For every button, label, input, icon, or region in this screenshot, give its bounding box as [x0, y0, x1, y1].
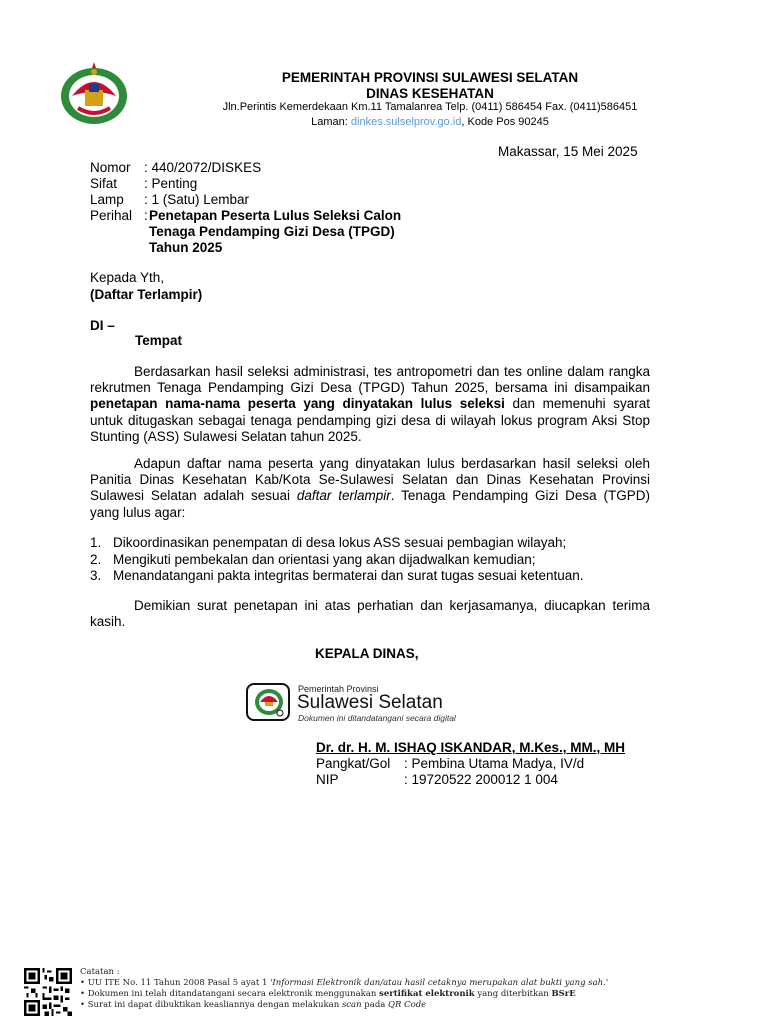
letterhead-government: PEMERINTAH PROVINSI SULAWESI SELATAN [281, 70, 579, 85]
list-text: Menandatangani pakta integritas bermaterai dan surat tugas sesuai ketentuan. [113, 568, 584, 583]
note-2-text-b: yang diterbitkan [474, 989, 552, 999]
note-1-italic: Informasi Elektronik dan/atau hasil cetaknya merupakan alat bukti yang sah. [272, 978, 606, 988]
list-item [90, 568, 650, 585]
sifat-value: : Penting [144, 176, 198, 191]
letterhead-address: Jln.Perintis Kemerdekaan Km.11 Tamalanrea Telp. (0411) 586454 Fax. (0411)586451 [222, 101, 638, 113]
closing-paragraph: Demikian surat penetapan ini atas perhatian dan kerjasamanya, diucapkan terima kasih. [90, 598, 650, 630]
pangkat-label: Pangkat/Gol [316, 756, 391, 771]
paragraph-1-text-b: dan memenuhi syarat untuk ditugaskan sebagai tenaga pendamping gizi desa di wilayah lokus program Aksi Stop Stunting (ASS) Sulawesi Selatan tahun 2025. [90, 396, 651, 444]
pangkat-value: : Pembina Utama Madya, IV/d [404, 756, 585, 771]
footer-catatan: Catatan : [80, 967, 120, 977]
recipient-greeting: Kepada Yth, [90, 270, 165, 285]
paragraph-2-text-b: . Tenaga Pendamping Gizi Desa (TGPD) yang lulus agar: [90, 488, 650, 520]
note-1-text: • UU ITE No. 11 Tahun 2008 Pasal 5 ayat 1 ' [80, 978, 273, 988]
nip-value: : 19720522 200012 1 004 [404, 772, 558, 787]
body-paragraph-1 [90, 364, 650, 445]
paragraph-1-text-a: Berdasarkan hasil seleksi administrasi, tes antropometri dan tes online dalam rangka rekrutmen Tenaga Pendamping Gizi Desa (TPGD) Tahun 2025, bersama ini disampaikan [90, 364, 650, 396]
lamp-value: : 1 (Satu) Lembar [144, 192, 250, 207]
footer-note-3 [80, 1000, 608, 1011]
note-1-quote: ' [605, 978, 609, 988]
signature-title: KEPALA DINAS, [315, 646, 419, 661]
list-text: Mengikuti pembekalan dan orientasi yang akan dijadwalkan kemudian; [113, 551, 536, 567]
letter-date: Makassar, 15 Mei 2025 [498, 144, 638, 159]
province-logo-emblem [58, 62, 130, 128]
perihal-colon: : [144, 208, 148, 223]
perihal-line-1: Penetapan Peserta Lulus Seleksi Calon [149, 208, 402, 223]
note-3-scan: scan [341, 1000, 362, 1010]
stamp-province-small: Pemerintah Provinsi [298, 684, 379, 694]
digital-stamp-emblem-icon [253, 687, 285, 717]
footer-note-1 [80, 978, 608, 989]
note-3-text-b: pada [361, 1000, 389, 1010]
note-2-bsre: BSrE [551, 989, 576, 999]
perihal-label: Perihal [90, 208, 133, 223]
lamp-label: Lamp [90, 192, 124, 207]
list-item [90, 552, 650, 569]
note-3-qr: QR Code [388, 1000, 427, 1010]
perihal-line-3: Tahun 2025 [149, 240, 223, 255]
paragraph-2-text-a: Adapun daftar nama peserta yang dinyatakan lulus berdasarkan hasil seleksi oleh Panitia Dinas Kesehatan Kab/Kota Se-Sulawesi Selatan dan Dinas Kesehatan Provinsi Sulawesi Selatan adalah sesuai [90, 456, 650, 504]
stamp-province-big: Sulawesi Selatan [297, 692, 443, 713]
note-2-bold: sertifikat elektronik [379, 989, 475, 999]
list-number: 2. [90, 551, 102, 567]
recipient-place: Tempat [135, 333, 183, 348]
nomor-value: : 440/2072/DISKES [144, 160, 262, 175]
letterhead-department: DINAS KESEHATAN [366, 86, 494, 101]
list-item [90, 535, 650, 552]
note-3-text: • Surat ini dapat dibuktikan keasliannya dengan melakukan [80, 1000, 342, 1010]
stamp-digital-note: Dokumen ini ditandatangani secara digital [298, 713, 456, 723]
qr-code[interactable] [24, 968, 72, 1016]
postal-code: , Kode Pos 90245 [461, 116, 549, 128]
footer-notes [80, 967, 608, 1011]
perihal-line-2: Tenaga Pendamping Gizi Desa (TPGD) [149, 224, 395, 239]
body-paragraph-2 [90, 456, 650, 521]
nip-label: NIP [316, 772, 339, 787]
recipient-di: DI – [90, 318, 115, 333]
note-2-text: • Dokumen ini telah ditandatangani secara elektronik menggunakan [80, 989, 380, 999]
nomor-label: Nomor [90, 160, 131, 175]
letterhead-website-line [150, 116, 710, 128]
signatory-name: Dr. dr. H. M. ISHAQ ISKANDAR, M.Kes., MM., MH [316, 740, 626, 755]
footer-note-2 [80, 989, 608, 1000]
recipient-list: (Daftar Terlampir) [90, 287, 203, 302]
list-number: 1. [90, 535, 102, 550]
paragraph-2-italic: daftar terlampir [296, 488, 391, 504]
sifat-label: Sifat [90, 176, 118, 191]
instruction-list [90, 535, 650, 585]
website-label: Laman: [311, 116, 351, 128]
list-text: Dikoordinasikan penempatan di desa lokus ASS sesuai pembagian wilayah; [113, 535, 567, 550]
list-number: 3. [90, 568, 102, 583]
website-link[interactable]: dinkes.sulselprov.go.id [350, 116, 462, 128]
paragraph-1-emphasis: penetapan nama-nama peserta yang dinyatakan lulus seleksi [90, 396, 505, 412]
